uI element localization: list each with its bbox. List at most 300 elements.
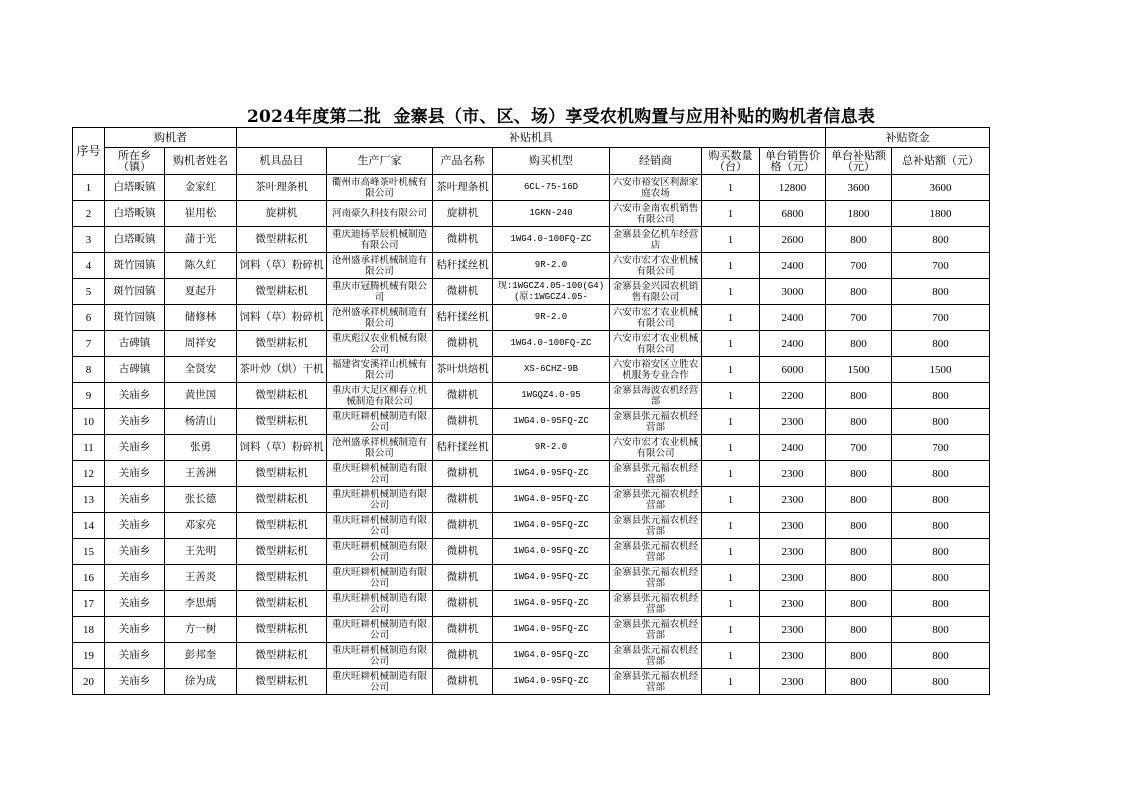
cell-manufacturer-text: 重庆迪扬莘辰机械制造有限公司 <box>331 228 427 251</box>
cell-manufacturer-text: 重庆旺耕机械制造有限公司 <box>331 618 427 641</box>
cell-dealer-text: 金寨县金兴园农机销售有限公司 <box>612 280 699 303</box>
cell-manufacturer <box>327 253 433 279</box>
cell-manufacturer-text: 重庆旺耕机械制造有限公司 <box>331 540 427 563</box>
cell-product: 微耕机 <box>433 409 493 435</box>
cell-price: 3000 <box>760 279 826 305</box>
cell-manufacturer-text: 沧州盛承祥机械制造有限公司 <box>331 436 427 459</box>
cell-model-text: 现:1WGCZ4.05-100(G4)(原:1WGCZ4.05- <box>497 280 605 302</box>
cell-model-text: 6CL-75-16D <box>523 182 578 192</box>
cell-buyer-name: 黄世国 <box>165 383 237 409</box>
cell-buyer-name: 蒲于光 <box>165 227 237 253</box>
cell-category: 茶叶理条机 <box>237 175 327 201</box>
cell-product: 微耕机 <box>433 279 493 305</box>
cell-model-text: 1WG4.0-95FQ-ZC <box>513 650 589 660</box>
cell-town: 古碑镇 <box>105 331 165 357</box>
cell-seq: 13 <box>73 487 105 513</box>
table-row <box>73 357 990 383</box>
cell-buyer-name: 张勇 <box>165 435 237 461</box>
cell-total-subsidy: 800 <box>892 565 990 591</box>
cell-town: 斑竹园镇 <box>105 279 165 305</box>
header-dealer: 经销商 <box>610 148 702 175</box>
cell-qty: 1 <box>702 201 760 227</box>
cell-dealer <box>610 253 702 279</box>
cell-total-subsidy: 800 <box>892 513 990 539</box>
cell-dealer-text: 金寨县张元福农机经营部 <box>612 488 699 511</box>
cell-product: 秸秆揉丝机 <box>433 305 493 331</box>
cell-model <box>493 409 610 435</box>
cell-seq: 17 <box>73 591 105 617</box>
cell-dealer-text: 六安市宏才农业机械有限公司 <box>612 306 699 329</box>
cell-model <box>493 175 610 201</box>
cell-unit-subsidy: 800 <box>826 565 892 591</box>
cell-price: 6000 <box>760 357 826 383</box>
cell-manufacturer-text: 重庆旺耕机械制造有限公司 <box>331 410 427 433</box>
cell-model <box>493 253 610 279</box>
cell-town: 关庙乡 <box>105 539 165 565</box>
table-row <box>73 565 990 591</box>
cell-model-text: 1WG4.0-100FQ-ZC <box>510 338 592 348</box>
cell-manufacturer <box>327 383 433 409</box>
cell-category: 微型耕耘机 <box>237 565 327 591</box>
cell-dealer-text: 六安市宏才农业机械有限公司 <box>612 436 699 459</box>
cell-product: 微耕机 <box>433 331 493 357</box>
cell-product: 旋耕机 <box>433 201 493 227</box>
cell-category: 微型耕耘机 <box>237 669 327 695</box>
cell-price: 2200 <box>760 383 826 409</box>
header-price: 单台销售价格（元） <box>760 148 826 175</box>
cell-dealer-text: 金寨县张元福农机经营部 <box>612 644 699 667</box>
cell-seq: 9 <box>73 383 105 409</box>
cell-buyer-name: 陈久红 <box>165 253 237 279</box>
cell-model <box>493 331 610 357</box>
cell-total-subsidy: 800 <box>892 643 990 669</box>
cell-unit-subsidy: 3600 <box>826 175 892 201</box>
cell-model-text: 1WG4.0-95FQ-ZC <box>513 598 589 608</box>
cell-qty: 1 <box>702 591 760 617</box>
cell-buyer-name: 王先明 <box>165 539 237 565</box>
cell-category: 微型耕耘机 <box>237 487 327 513</box>
cell-unit-subsidy: 800 <box>826 383 892 409</box>
cell-manufacturer <box>327 539 433 565</box>
cell-manufacturer <box>327 409 433 435</box>
cell-price: 2400 <box>760 305 826 331</box>
cell-dealer <box>610 201 702 227</box>
cell-product: 微耕机 <box>433 539 493 565</box>
cell-dealer <box>610 357 702 383</box>
cell-buyer-name: 金家红 <box>165 175 237 201</box>
cell-unit-subsidy: 700 <box>826 435 892 461</box>
cell-buyer-name: 周祥安 <box>165 331 237 357</box>
cell-town: 关庙乡 <box>105 383 165 409</box>
header-manufacturer: 生产厂家 <box>327 148 433 175</box>
cell-town: 斑竹园镇 <box>105 305 165 331</box>
cell-manufacturer <box>327 643 433 669</box>
cell-product: 微耕机 <box>433 669 493 695</box>
cell-model-text: 1WG4.0-95FQ-ZC <box>513 572 589 582</box>
cell-product: 微耕机 <box>433 487 493 513</box>
cell-category: 饲料（草）粉碎机 <box>237 305 327 331</box>
cell-product: 微耕机 <box>433 591 493 617</box>
cell-model-text: 9R-2.0 <box>534 442 568 452</box>
cell-dealer-text: 六安市裕安区利源家庭农场 <box>612 176 699 199</box>
cell-model <box>493 357 610 383</box>
cell-dealer-text: 金寨县张元福农机经营部 <box>612 540 699 563</box>
cell-dealer-text: 六安市宏才农业机械有限公司 <box>612 332 699 355</box>
cell-dealer <box>610 305 702 331</box>
cell-manufacturer <box>327 227 433 253</box>
cell-buyer-name: 邓家亮 <box>165 513 237 539</box>
cell-dealer <box>610 227 702 253</box>
table-row <box>73 513 990 539</box>
cell-town: 关庙乡 <box>105 461 165 487</box>
cell-unit-subsidy: 700 <box>826 253 892 279</box>
cell-unit-subsidy: 800 <box>826 669 892 695</box>
cell-manufacturer <box>327 201 433 227</box>
cell-total-subsidy: 700 <box>892 253 990 279</box>
cell-seq: 4 <box>73 253 105 279</box>
cell-manufacturer-text: 沧州盛承祥机械制造有限公司 <box>331 254 427 277</box>
cell-town: 关庙乡 <box>105 643 165 669</box>
cell-model-text: 1WG4.0-95FQ-ZC <box>513 676 589 686</box>
cell-dealer <box>610 461 702 487</box>
table-row <box>73 591 990 617</box>
cell-town: 关庙乡 <box>105 565 165 591</box>
cell-manufacturer <box>327 487 433 513</box>
cell-model <box>493 305 610 331</box>
cell-buyer-name: 王善洲 <box>165 461 237 487</box>
cell-category: 微型耕耘机 <box>237 461 327 487</box>
cell-buyer-name: 夏起升 <box>165 279 237 305</box>
cell-seq: 18 <box>73 617 105 643</box>
cell-dealer <box>610 565 702 591</box>
table-row <box>73 409 990 435</box>
cell-total-subsidy: 800 <box>892 383 990 409</box>
cell-qty: 1 <box>702 175 760 201</box>
cell-model-text: 1WG4.0-95FQ-ZC <box>513 520 589 530</box>
cell-price: 12800 <box>760 175 826 201</box>
cell-buyer-name: 崔用松 <box>165 201 237 227</box>
cell-product: 微耕机 <box>433 643 493 669</box>
table-body <box>73 175 990 695</box>
cell-manufacturer-text: 衢州市高峰茶叶机械有限公司 <box>331 176 427 199</box>
cell-town: 古碑镇 <box>105 357 165 383</box>
cell-manufacturer <box>327 357 433 383</box>
cell-product: 微耕机 <box>433 617 493 643</box>
cell-dealer-text: 金寨县张元福农机经营部 <box>612 566 699 589</box>
cell-model <box>493 669 610 695</box>
cell-manufacturer-text: 重庆旺耕机械制造有限公司 <box>331 488 427 511</box>
cell-qty: 1 <box>702 227 760 253</box>
cell-price: 2400 <box>760 435 826 461</box>
cell-category: 旋耕机 <box>237 201 327 227</box>
cell-town: 关庙乡 <box>105 513 165 539</box>
cell-seq: 6 <box>73 305 105 331</box>
cell-dealer <box>610 617 702 643</box>
cell-dealer-text: 金寨县张元福农机经营部 <box>612 618 699 641</box>
cell-manufacturer-text: 沧州盛承祥机械制造有限公司 <box>331 306 427 329</box>
table-row <box>73 435 990 461</box>
cell-seq: 20 <box>73 669 105 695</box>
table-row <box>73 253 990 279</box>
cell-price: 2300 <box>760 409 826 435</box>
cell-dealer-text: 金寨县张元福农机经营部 <box>612 670 699 693</box>
cell-town: 白塔畈镇 <box>105 227 165 253</box>
cell-dealer-text: 六安市金南农机销售有限公司 <box>612 202 699 225</box>
cell-seq: 7 <box>73 331 105 357</box>
cell-seq: 1 <box>73 175 105 201</box>
cell-model-text: 1WG4.0-95FQ-ZC <box>513 546 589 556</box>
cell-product: 微耕机 <box>433 513 493 539</box>
cell-dealer-text: 金寨县海波农机经营部 <box>612 384 699 407</box>
header-buyer-group: 购机者 <box>105 128 237 148</box>
cell-seq: 5 <box>73 279 105 305</box>
cell-buyer-name: 李思炳 <box>165 591 237 617</box>
cell-product: 茶叶理条机 <box>433 175 493 201</box>
cell-category: 微型耕耘机 <box>237 513 327 539</box>
cell-manufacturer-text: 重庆旺耕机械制造有限公司 <box>331 514 427 537</box>
cell-category: 微型耕耘机 <box>237 617 327 643</box>
cell-seq: 11 <box>73 435 105 461</box>
cell-price: 2300 <box>760 591 826 617</box>
cell-manufacturer <box>327 331 433 357</box>
cell-manufacturer-text: 重庆旺耕机械制造有限公司 <box>331 566 427 589</box>
cell-unit-subsidy: 800 <box>826 487 892 513</box>
cell-dealer-text: 金寨县张元福农机经营部 <box>612 514 699 537</box>
cell-qty: 1 <box>702 513 760 539</box>
cell-category: 微型耕耘机 <box>237 331 327 357</box>
cell-total-subsidy: 800 <box>892 669 990 695</box>
cell-price: 2300 <box>760 461 826 487</box>
header-qty: 购买数量（台） <box>702 148 760 175</box>
cell-seq: 19 <box>73 643 105 669</box>
cell-product: 秸秆揉丝机 <box>433 435 493 461</box>
cell-model-text: 1WGQZ4.0-95 <box>521 390 581 400</box>
cell-total-subsidy: 1500 <box>892 357 990 383</box>
cell-dealer <box>610 487 702 513</box>
cell-manufacturer-text: 重庆旺耕机械制造有限公司 <box>331 670 427 693</box>
cell-town: 白塔畈镇 <box>105 175 165 201</box>
cell-buyer-name: 杨清山 <box>165 409 237 435</box>
cell-model <box>493 383 610 409</box>
cell-seq: 10 <box>73 409 105 435</box>
cell-buyer-name: 储修林 <box>165 305 237 331</box>
cell-model <box>493 279 610 305</box>
cell-seq: 8 <box>73 357 105 383</box>
cell-seq: 12 <box>73 461 105 487</box>
cell-manufacturer <box>327 565 433 591</box>
cell-manufacturer-text: 重庆市大足区柳春立机械制造有限公司 <box>331 384 427 407</box>
cell-model <box>493 201 610 227</box>
cell-category: 微型耕耘机 <box>237 409 327 435</box>
cell-seq: 15 <box>73 539 105 565</box>
cell-unit-subsidy: 1800 <box>826 201 892 227</box>
page-title: 2024年度第二批 金寨县（市、区、场）享受农机购置与应用补贴的购机者信息表 <box>247 107 875 127</box>
cell-category: 微型耕耘机 <box>237 591 327 617</box>
cell-total-subsidy: 800 <box>892 487 990 513</box>
cell-total-subsidy: 800 <box>892 409 990 435</box>
cell-price: 2400 <box>760 253 826 279</box>
cell-dealer <box>610 383 702 409</box>
cell-manufacturer <box>327 617 433 643</box>
cell-dealer-text: 金寨县张元福农机经营部 <box>612 592 699 615</box>
cell-category: 微型耕耘机 <box>237 227 327 253</box>
cell-manufacturer-text: 河南豪久科技有限公司 <box>331 208 427 219</box>
cell-unit-subsidy: 800 <box>826 461 892 487</box>
cell-manufacturer <box>327 305 433 331</box>
cell-unit-subsidy: 1500 <box>826 357 892 383</box>
cell-price: 2300 <box>760 513 826 539</box>
cell-total-subsidy: 1800 <box>892 201 990 227</box>
cell-dealer <box>610 435 702 461</box>
cell-total-subsidy: 700 <box>892 305 990 331</box>
cell-model-text: 1WG4.0-95FQ-ZC <box>513 416 589 426</box>
cell-model <box>493 487 610 513</box>
cell-price: 2600 <box>760 227 826 253</box>
cell-price: 2300 <box>760 539 826 565</box>
cell-model <box>493 461 610 487</box>
cell-qty: 1 <box>702 383 760 409</box>
table-row <box>73 461 990 487</box>
cell-unit-subsidy: 800 <box>826 591 892 617</box>
cell-qty: 1 <box>702 539 760 565</box>
cell-qty: 1 <box>702 357 760 383</box>
cell-model <box>493 617 610 643</box>
cell-dealer-text: 六安市宏才农业机械有限公司 <box>612 254 699 277</box>
cell-town: 关庙乡 <box>105 617 165 643</box>
cell-category: 饲料（草）粉碎机 <box>237 435 327 461</box>
cell-model-text: XS-6CHZ-9B <box>523 364 578 374</box>
cell-unit-subsidy: 800 <box>826 539 892 565</box>
cell-model <box>493 565 610 591</box>
table-row <box>73 305 990 331</box>
cell-product: 微耕机 <box>433 461 493 487</box>
header-row-columns <box>73 148 990 175</box>
cell-total-subsidy: 800 <box>892 591 990 617</box>
cell-unit-subsidy: 800 <box>826 643 892 669</box>
cell-manufacturer <box>327 435 433 461</box>
cell-product: 秸秆揉丝机 <box>433 253 493 279</box>
cell-unit-subsidy: 800 <box>826 513 892 539</box>
table-row <box>73 227 990 253</box>
cell-qty: 1 <box>702 305 760 331</box>
table-row <box>73 617 990 643</box>
cell-model <box>493 591 610 617</box>
table-row <box>73 539 990 565</box>
cell-manufacturer <box>327 461 433 487</box>
cell-category: 微型耕耘机 <box>237 643 327 669</box>
cell-buyer-name: 彭邦奎 <box>165 643 237 669</box>
cell-total-subsidy: 800 <box>892 331 990 357</box>
cell-buyer-name: 方一树 <box>165 617 237 643</box>
table-row <box>73 487 990 513</box>
cell-town: 关庙乡 <box>105 435 165 461</box>
cell-total-subsidy: 800 <box>892 227 990 253</box>
cell-buyer-name: 张长德 <box>165 487 237 513</box>
cell-model-text: 9R-2.0 <box>534 312 568 322</box>
cell-unit-subsidy: 800 <box>826 409 892 435</box>
cell-qty: 1 <box>702 279 760 305</box>
cell-buyer-name: 全贤安 <box>165 357 237 383</box>
cell-qty: 1 <box>702 435 760 461</box>
cell-total-subsidy: 800 <box>892 279 990 305</box>
cell-town: 关庙乡 <box>105 669 165 695</box>
cell-dealer-text: 金寨县张元福农机经营部 <box>612 462 699 485</box>
cell-manufacturer-text: 重庆旺耕机械制造有限公司 <box>331 592 427 615</box>
cell-dealer <box>610 669 702 695</box>
cell-dealer-text: 金寨县金亿机车经营店 <box>612 228 699 251</box>
table-row <box>73 383 990 409</box>
table-row <box>73 331 990 357</box>
table-row <box>73 279 990 305</box>
cell-qty: 1 <box>702 409 760 435</box>
header-row-group <box>73 128 990 148</box>
cell-qty: 1 <box>702 253 760 279</box>
cell-model-text: 1WG4.0-95FQ-ZC <box>513 494 589 504</box>
cell-category: 饲料（草）粉碎机 <box>237 253 327 279</box>
cell-qty: 1 <box>702 461 760 487</box>
cell-price: 2300 <box>760 487 826 513</box>
cell-product: 微耕机 <box>433 383 493 409</box>
cell-model-text: 1GKN-240 <box>529 208 573 218</box>
cell-total-subsidy: 3600 <box>892 175 990 201</box>
cell-manufacturer <box>327 591 433 617</box>
cell-qty: 1 <box>702 617 760 643</box>
header-buyer-name: 购机者姓名 <box>165 148 237 175</box>
cell-manufacturer <box>327 669 433 695</box>
cell-total-subsidy: 800 <box>892 539 990 565</box>
cell-category: 微型耕耘机 <box>237 279 327 305</box>
header-fund-group: 补贴资金 <box>826 128 990 148</box>
cell-unit-subsidy: 800 <box>826 617 892 643</box>
cell-price: 2300 <box>760 669 826 695</box>
cell-manufacturer-text: 福建省安溪祥山机械有限公司 <box>331 358 427 381</box>
cell-dealer <box>610 513 702 539</box>
cell-qty: 1 <box>702 331 760 357</box>
cell-qty: 1 <box>702 669 760 695</box>
cell-price: 2300 <box>760 617 826 643</box>
cell-manufacturer-text: 重庆旺耕机械制造有限公司 <box>331 462 427 485</box>
cell-product: 微耕机 <box>433 227 493 253</box>
cell-model <box>493 435 610 461</box>
cell-dealer <box>610 331 702 357</box>
cell-buyer-name: 徐为成 <box>165 669 237 695</box>
cell-model <box>493 643 610 669</box>
cell-product: 茶叶烘焙机 <box>433 357 493 383</box>
cell-dealer <box>610 539 702 565</box>
cell-dealer <box>610 279 702 305</box>
cell-price: 2300 <box>760 565 826 591</box>
cell-manufacturer-text: 重庆彪汉农业机械有限公司 <box>331 332 427 355</box>
buyer-info-table <box>72 127 990 695</box>
cell-dealer <box>610 175 702 201</box>
header-category: 机具品目 <box>237 148 327 175</box>
cell-town: 斑竹园镇 <box>105 253 165 279</box>
table-row <box>73 201 990 227</box>
table-row <box>73 175 990 201</box>
cell-seq: 3 <box>73 227 105 253</box>
cell-buyer-name: 王善炎 <box>165 565 237 591</box>
table-row <box>73 643 990 669</box>
cell-price: 6800 <box>760 201 826 227</box>
cell-model-text: 1WG4.0-95FQ-ZC <box>513 624 589 634</box>
header-unit-subsidy: 单台补贴额（元） <box>826 148 892 175</box>
cell-model-text: 9R-2.0 <box>534 260 568 270</box>
cell-manufacturer-text: 重庆市冠腾机械有限公司 <box>331 280 427 303</box>
cell-manufacturer <box>327 175 433 201</box>
cell-town: 关庙乡 <box>105 409 165 435</box>
header-model: 购买机型 <box>493 148 610 175</box>
header-seq: 序号 <box>73 128 105 175</box>
